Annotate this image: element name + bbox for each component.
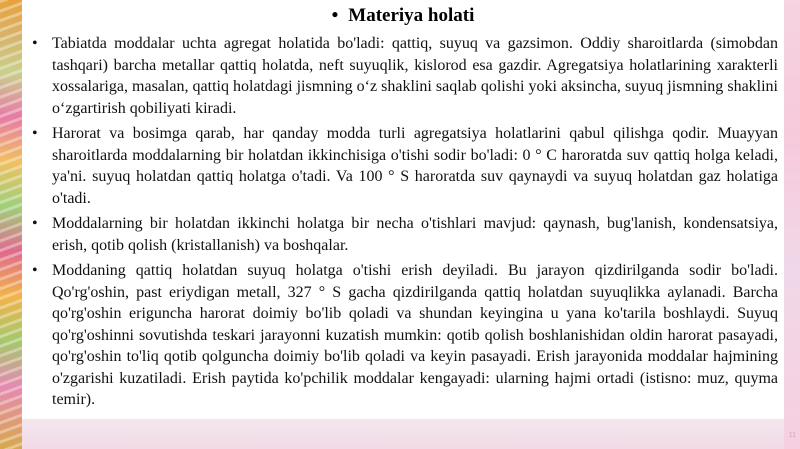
bullet-paragraph-1: [30, 33, 778, 119]
bullet-paragraph-2: [30, 123, 778, 209]
bullet-icon: •: [32, 215, 38, 232]
bullet-icon: •: [32, 35, 38, 52]
bottom-band: [22, 419, 784, 449]
bullet-icon: •: [32, 262, 38, 279]
slide-title-row: [22, 4, 784, 28]
bullet-list: [30, 33, 778, 415]
decorative-right-border: [784, 0, 800, 449]
decorative-left-border: [0, 0, 22, 449]
bullet-icon: •: [331, 5, 339, 26]
paragraph-text: Harorat va bosimga qarab, har qanday modda turli agregatsiya holatlarini qabul qilishga qodir. Muayyan sharoitlarda moddalarning bir holatdan ikkinchisiga o'tishi sodir bo'ladi: 0 ° C haroratda suv qattiq holga keladi, ya'ni. suyuq holatdan qattiq holatga o'tadi. Va 100 ° S haroratda suv qaynaydi va suyuq holatdan gaz holatiga o'tadi.: [52, 125, 778, 207]
paragraph-text: Moddalarning bir holatdan ikkinchi holatga bir necha o'tishlari mavjud: qaynash, bug'lanish, kondensatsiya, erish, qotib qolish (kristallanish) va boshqalar.: [52, 215, 778, 254]
page-number: 11: [788, 432, 796, 439]
slide-title: Materiya holati: [348, 5, 475, 26]
paragraph-text: Moddaning qattiq holatdan suyuq holatga o'tishi erish deyiladi. Bu jarayon qizdirilganda sodir bo'ladi. Qo'rg'oshin, past eriydigan metall, 327 ° S gacha qizdirilganda qattiq holatdan suyuqlikka aylanadi. Barcha qo'rg'oshin eriguncha harorat doimiy bo'lib qoladi va shundan keyingina u yana ko'tarila boshlaydi. Suyuq qo'rg'oshinni sovutishda teskari jarayonni kuzatish mumkin: qotib qolish boshlanishidan oldin harorat pasayadi, qo'rg'oshin to'liq qotib qolguncha doimiy bo'lib qoladi va keyin pasayadi. Erish jarayonida moddalar hajmining o'zgarishi kuzatiladi. Erish paytida ko'pchilik moddalar kengayadi: ularning hajmi ortadi (istisno: muz, quyma temir).: [52, 262, 778, 408]
bullet-icon: •: [32, 125, 38, 142]
bullet-paragraph-4: [30, 260, 778, 411]
bullet-paragraph-3: [30, 213, 778, 256]
paragraph-text: Tabiatda moddalar uchta agregat holatida bo'ladi: qattiq, suyuq va gazsimon. Oddiy sharoitlarda (simobdan tashqari) barcha metallar qattiq holatda, neft suyuqlik, kislorod esa gazdir. Agregatsiya holatlarining xarakterli xossalariga, masalan, qattiq holatdagi jismning o‘z shaklini saqlab qolishi yoki aksincha, suyuq jismning shaklini o‘zgartirish qobiliyati kiradi.: [52, 35, 778, 117]
